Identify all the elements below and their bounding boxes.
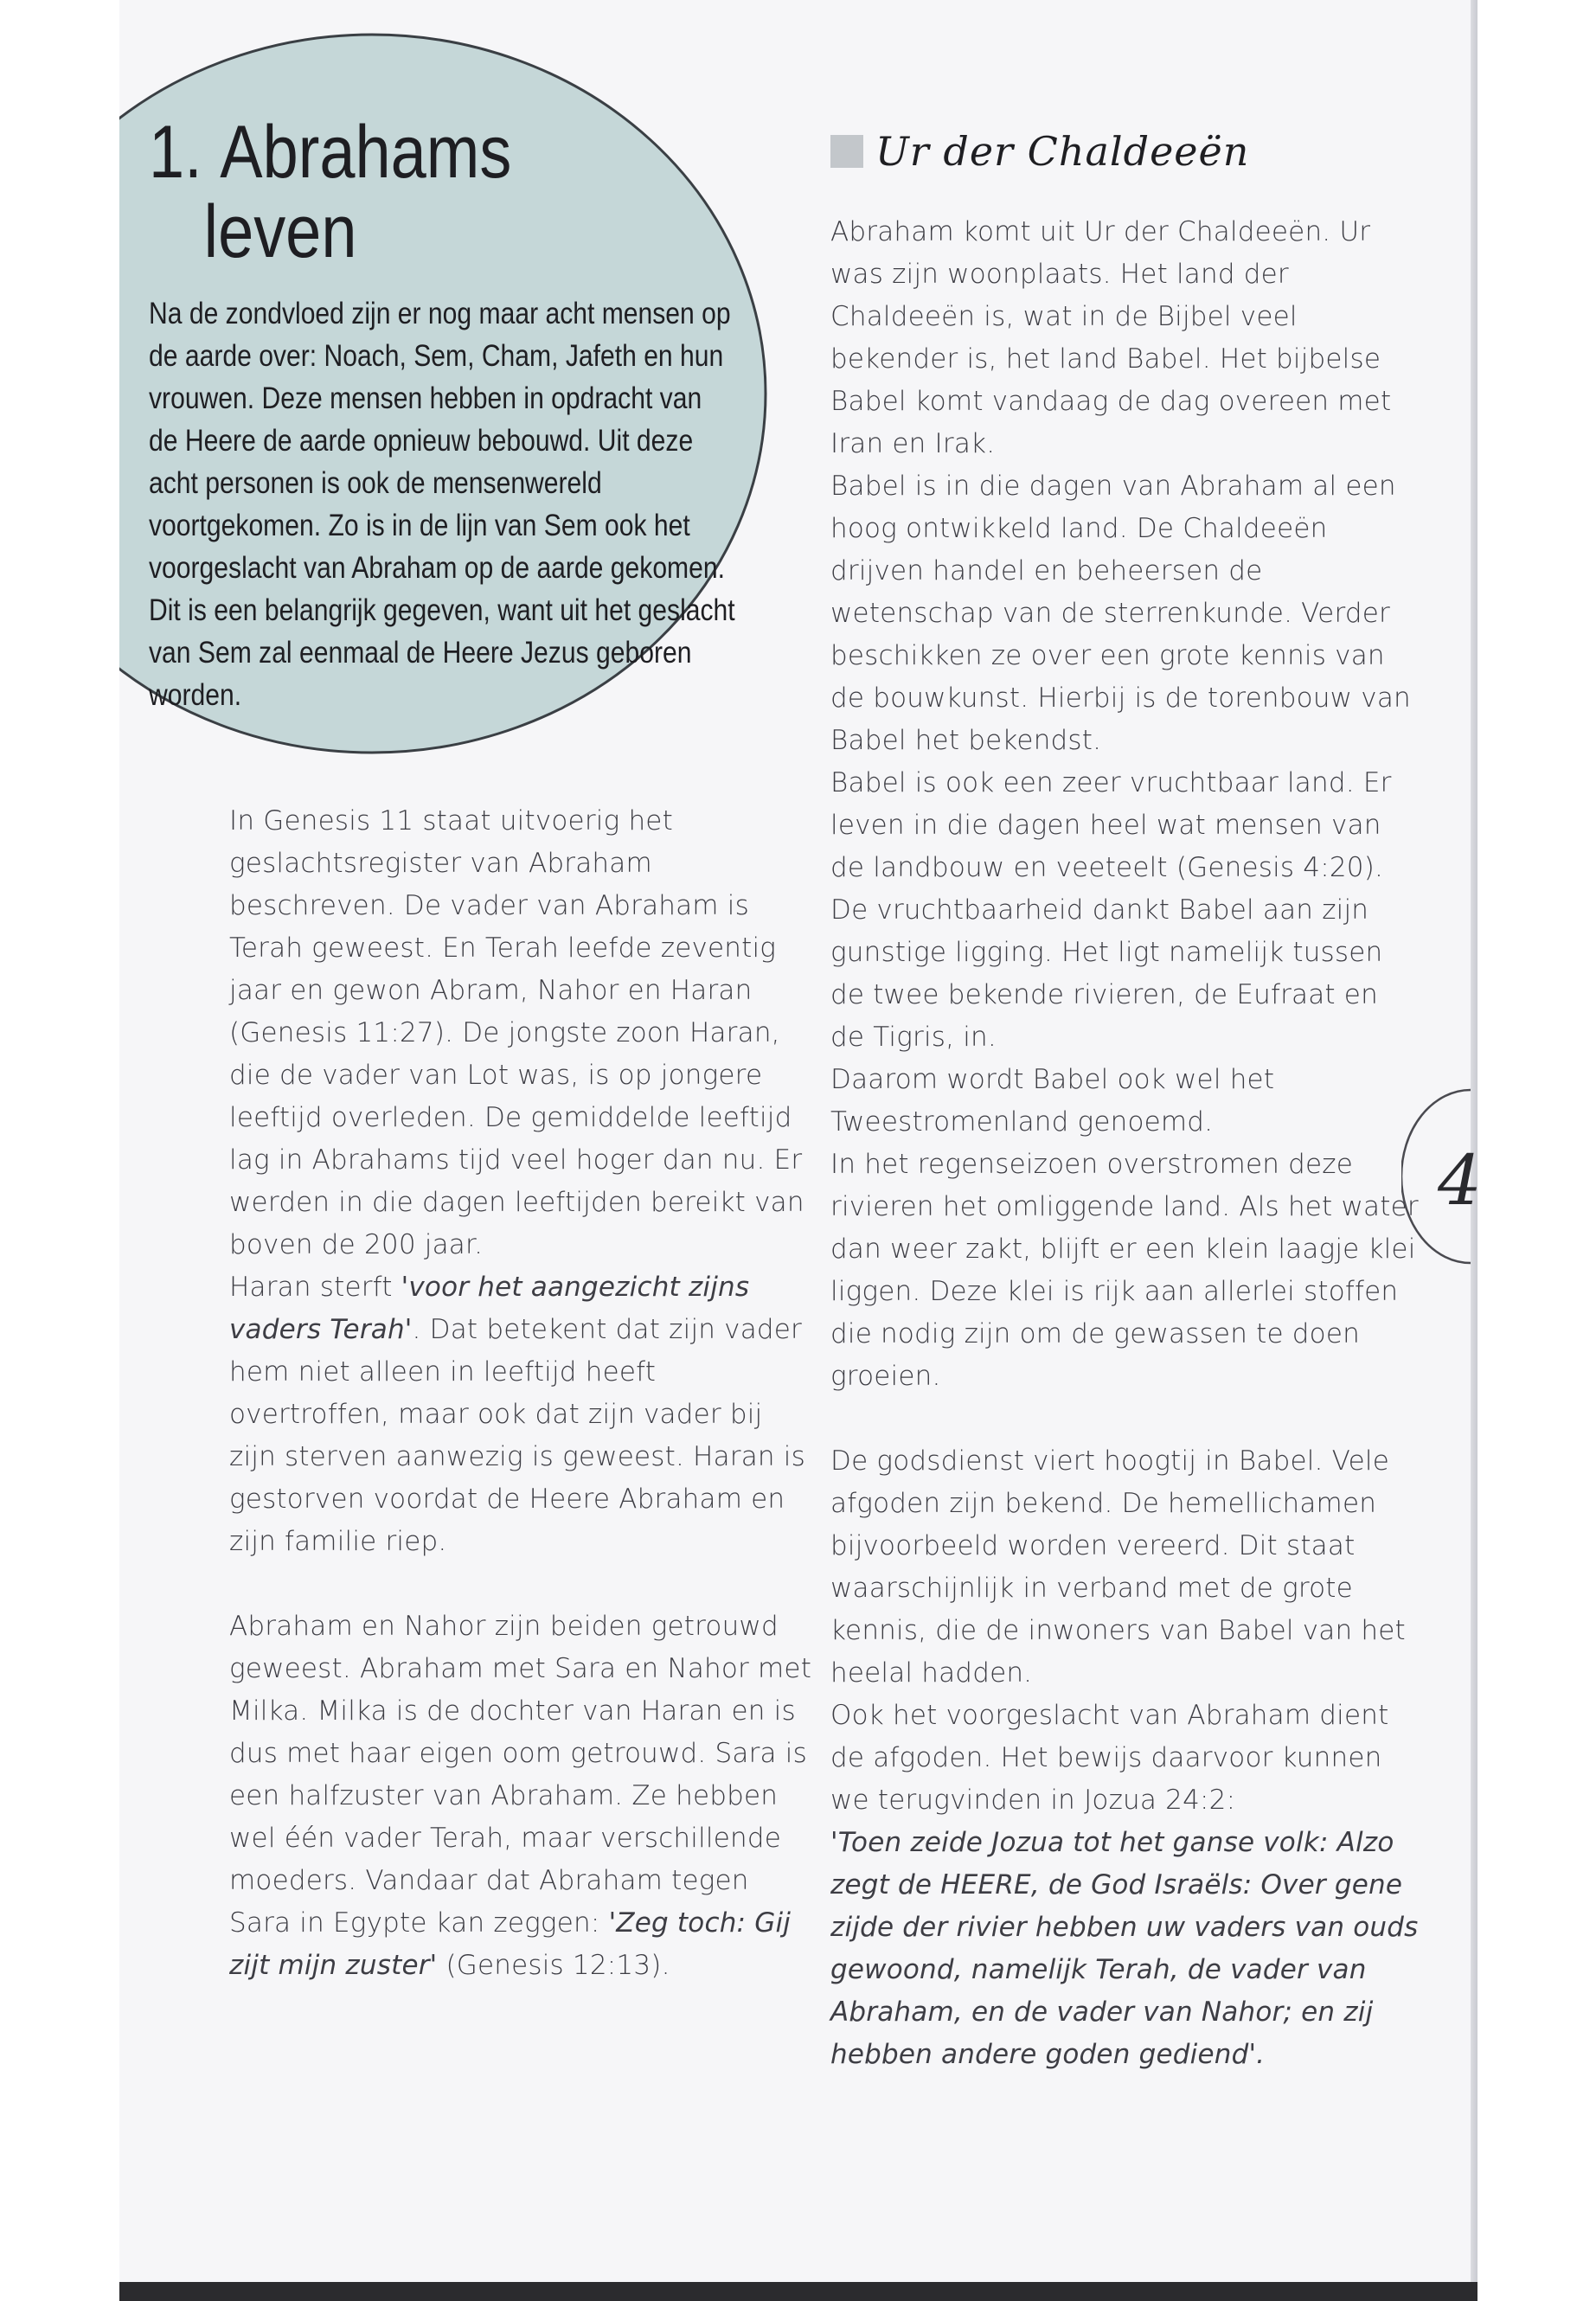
right-p1a: Abraham komt uit Ur der Chaldeeën. Ur was zijn woonplaats. Het land der Chaldeeën is, wat in de Bijbel veel bekender is, het land Babel. Het bijbelse Babel komt vandaag de dag overeen met Iran en Irak. [830,216,1392,459]
right-p2-quote: 'Toen zeide Jozua tot het ganse volk: Alzo zegt de HEERE, de God Israëls: Over gene zijde der rivier hebben uw vaders van ouds gewoond, namelijk Terah, de vader van Abraham, en de vader van Nahor; en zij hebben andere goden gediend'. [830,1827,1419,2070]
chapter-number: 1. [149,111,202,194]
chapter-intro: Na de zondvloed zijn er nog maar acht mensen op de aarde over: Noach, Sem, Cham, Jafeth en hun vrouwen. Deze mensen hebben in opdracht van de Heere de aarde opnieuw bebouwd. Uit deze acht personen is ook de mensenwereld voortgekomen. Zo is in de lijn van Sem ook het voorgeslacht van Abraham op de aarde gekomen. Dit is een belangrijk gegeven, want uit het geslacht van Sem zal eenmaal de Heere Jezus geboren worden. [149,297,735,712]
section-heading [830,125,1249,177]
right-paragraph-2 [830,1440,1419,2076]
right-p2a: De godsdienst viert hoogtij in Babel. Vele afgoden zijn bekend. De hemellichamen bijvoorbeeld worden vereerd. Dit staat waarschijnlijk in verband met de grote kennis, die de inwoners van Babel van het heelal hadden. [830,1445,1406,1689]
left-column [229,800,817,2029]
page-number: 4 [1438,1140,1482,1221]
right-paragraph-1 [830,211,1419,1398]
chapter-title-line2: leven [203,190,357,273]
bottom-edge-strip [119,2282,1477,2301]
left-paragraph-1 [229,800,817,1563]
oval-clip-mask [0,0,119,779]
heading-square-icon [830,135,863,168]
left-p2-pre: Abraham en Nahor zijn beiden getrouwd geweest. Abraham met Sara en Nahor met Milka. Milka is de dochter van Haran en is dus met haar eigen oom getrouwd. Sara is een halfzuster van Abraham. Ze hebben wel één vader Terah, maar verschillende moeders. Vandaar dat Abraham tegen Sara in Egypte kan zeggen: [229,1611,812,1939]
right-p1b: Babel is in die dagen van Abraham al een hoog ontwikkeld land. De Chaldeeën drijven handel en beheersen de wetenschap van de sterrenkunde. Verder beschikken ze over een grote kennis van de bouwkunst. Hierbij is de torenbouw van Babel het bekendst. [830,471,1411,756]
left-p1b-post: . Dat betekent dat zijn vader hem niet alleen in leeftijd heeft overtroffen, maar ook dat zijn vader bij zijn sterven aanwezig is geweest. Haran is gestorven voordat de Heere Abraham en zijn familie riep. [229,1314,805,1557]
right-p1e: In het regenseizoen overstromen deze rivieren het omliggende land. Als het water dan weer zakt, blijft er een klein laagje klei liggen. Deze klei is rijk aan allerlei stoffen die nodig zijn om de gewassen te doen groeien. [830,1149,1419,1392]
section-heading-text: Ur der Chaldeeën [875,128,1250,175]
right-column [830,211,1419,2118]
right-p2b: Ook het voorgeslacht van Abraham dient de afgoden. Het bewijs daarvoor kunnen we terugvinden in Jozua 24:2: [830,1700,1389,1816]
chapter-title-line1: Abrahams [220,111,512,194]
left-p1-text: In Genesis 11 staat uitvoerig het geslachtsregister van Abraham beschreven. De vader van Abraham is Terah geweest. En Terah leefde zeventig jaar en gewon Abram, Nahor en Haran (Genesis 11:27). De jongste zoon Haran, die de vader van Lot was, is op jongere leeftijd overleden. De gemiddelde leeftijd lag in Abrahams tijd veel hoger dan nu. Er werden in die dagen leeftijden bereikt van boven de 200 jaar. [229,805,804,1260]
right-p1c: Babel is ook een zeer vruchtbaar land. Er leven in die dagen heel wat mensen van de landbouw en veeteelt (Genesis 4:20). De vruchtbaarheid dankt Babel aan zijn gunstige ligging. Het ligt namelijk tussen de twee bekende rivieren, de Eufraat en de Tigris, in. [830,767,1392,1053]
left-paragraph-2 [229,1606,817,1987]
left-p2-quote: 'Zeg toch: Gij zijt mijn zuster' [229,1907,792,1981]
left-p1b-quote: 'voor het aangezicht zijns vaders Terah' [229,1272,750,1345]
chapter-title [149,112,511,272]
left-p2-post: (Genesis 12:13). [437,1950,670,1981]
left-p1b-pre: Haran sterft [229,1272,401,1303]
right-p1d: Daarom wordt Babel ook wel het Tweestromenland genoemd. [830,1064,1275,1138]
